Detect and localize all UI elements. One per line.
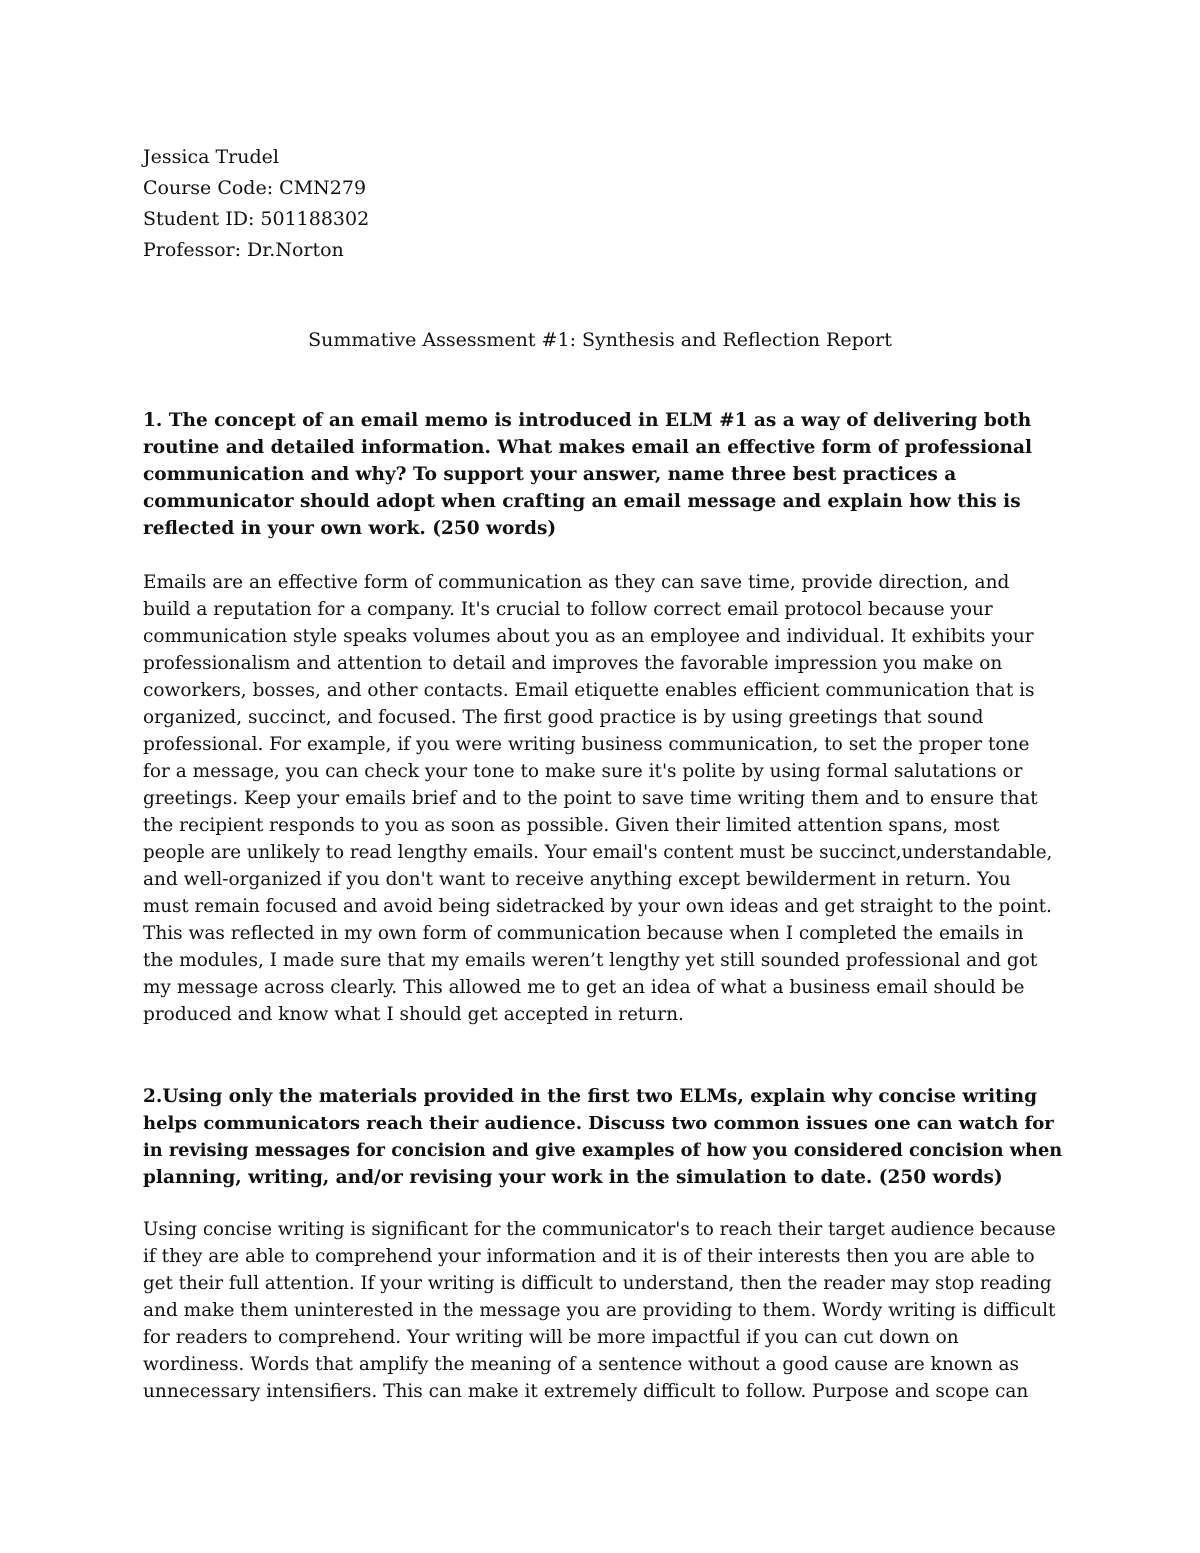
question-line: routine and detailed information. What makes email an effective form of professional: [143, 437, 1033, 458]
answer-line: build a reputation for a company. It's crucial to follow correct email protocol because your: [143, 599, 993, 620]
answer-line: the recipient responds to you as soon as possible. Given their limited attention spans, most: [143, 815, 1000, 836]
question-2: [143, 1083, 1063, 1191]
question-line: 2.Using only the materials provided in the first two ELMs, explain why concise writing: [143, 1086, 1038, 1107]
answer-line: coworkers, bosses, and other contacts. Email etiquette enables efficient communication that is: [143, 680, 1035, 701]
answer-line: the modules, I made sure that my emails weren’t lengthy yet still sounded professional and got: [143, 950, 1038, 971]
answer-line: organized, succinct, and focused. The first good practice is by using greetings that sound: [143, 707, 984, 728]
answer-line: This was reflected in my own form of communication because when I completed the emails in: [143, 923, 1024, 944]
answer-line: professional. For example, if you were writing business communication, to set the proper tone: [143, 734, 1030, 755]
student-id: Student ID: 501188302: [143, 208, 370, 230]
answer-line: for a message, you can check your tone to make sure it's polite by using formal salutations or: [143, 761, 1023, 782]
question-line: 1. The concept of an email memo is introduced in ELM #1 as a way of delivering both: [143, 410, 1032, 431]
question-line: helps communicators reach their audience. Discuss two common issues one can watch for: [143, 1113, 1054, 1134]
answer-line: people are unlikely to read lengthy emails. Your email's content must be succinct,understandable,: [143, 842, 1053, 863]
question-line: communicator should adopt when crafting an email message and explain how this is: [143, 491, 1021, 512]
answer-line: and make them uninterested in the message you are providing to them. Wordy writing is difficult: [143, 1300, 1056, 1321]
answer-line: Using concise writing is significant for the communicator's to reach their target audience because: [143, 1219, 1056, 1240]
answer-line: communication style speaks volumes about you as an employee and individual. It exhibits your: [143, 626, 1034, 647]
answer-line: my message across clearly. This allowed me to get an idea of what a business email should be: [143, 977, 1025, 998]
question-1: [143, 407, 1063, 542]
student-info-block: [143, 142, 843, 266]
question-line: planning, writing, and/or revising your work in the simulation to date. (250 words): [143, 1167, 1003, 1188]
answer-1: [143, 569, 1063, 1028]
question-line: communication and why? To support your answer, name three best practices a: [143, 464, 957, 485]
answer-2: [143, 1216, 1063, 1405]
question-line: in revising messages for concision and give examples of how you considered concision when: [143, 1140, 1063, 1161]
answer-line: produced and know what I should get accepted in return.: [143, 1004, 684, 1025]
student-name: Jessica Trudel: [143, 146, 279, 168]
answer-line: unnecessary intensifiers. This can make it extremely difficult to follow. Purpose and scope can: [143, 1381, 1029, 1402]
answer-line: and well-organized if you don't want to receive anything except bewilderment in return. You: [143, 869, 1011, 890]
answer-line: professionalism and attention to detail and improves the favorable impression you make on: [143, 653, 1003, 674]
course-code: Course Code: CMN279: [143, 177, 367, 199]
answer-line: get their full attention. If your writing is difficult to understand, then the reader may stop reading: [143, 1273, 1052, 1294]
document-title: Summative Assessment #1: Synthesis and Reflection Report: [308, 329, 892, 351]
answer-line: Emails are an effective form of communication as they can save time, provide direction, and: [143, 572, 1010, 593]
answer-line: wordiness. Words that amplify the meaning of a sentence without a good cause are known as: [143, 1354, 1020, 1375]
answer-line: for readers to comprehend. Your writing will be more impactful if you can cut down on: [143, 1327, 959, 1348]
answer-line: if they are able to comprehend your information and it is of their interests then you are able to: [143, 1246, 1035, 1267]
answer-line: must remain focused and avoid being sidetracked by your own ideas and get straight to the point.: [143, 896, 1052, 917]
question-line: reflected in your own work. (250 words): [143, 518, 557, 539]
answer-line: greetings. Keep your emails brief and to the point to save time writing them and to ensure that: [143, 788, 1038, 809]
professor: Professor: Dr.Norton: [143, 239, 344, 261]
